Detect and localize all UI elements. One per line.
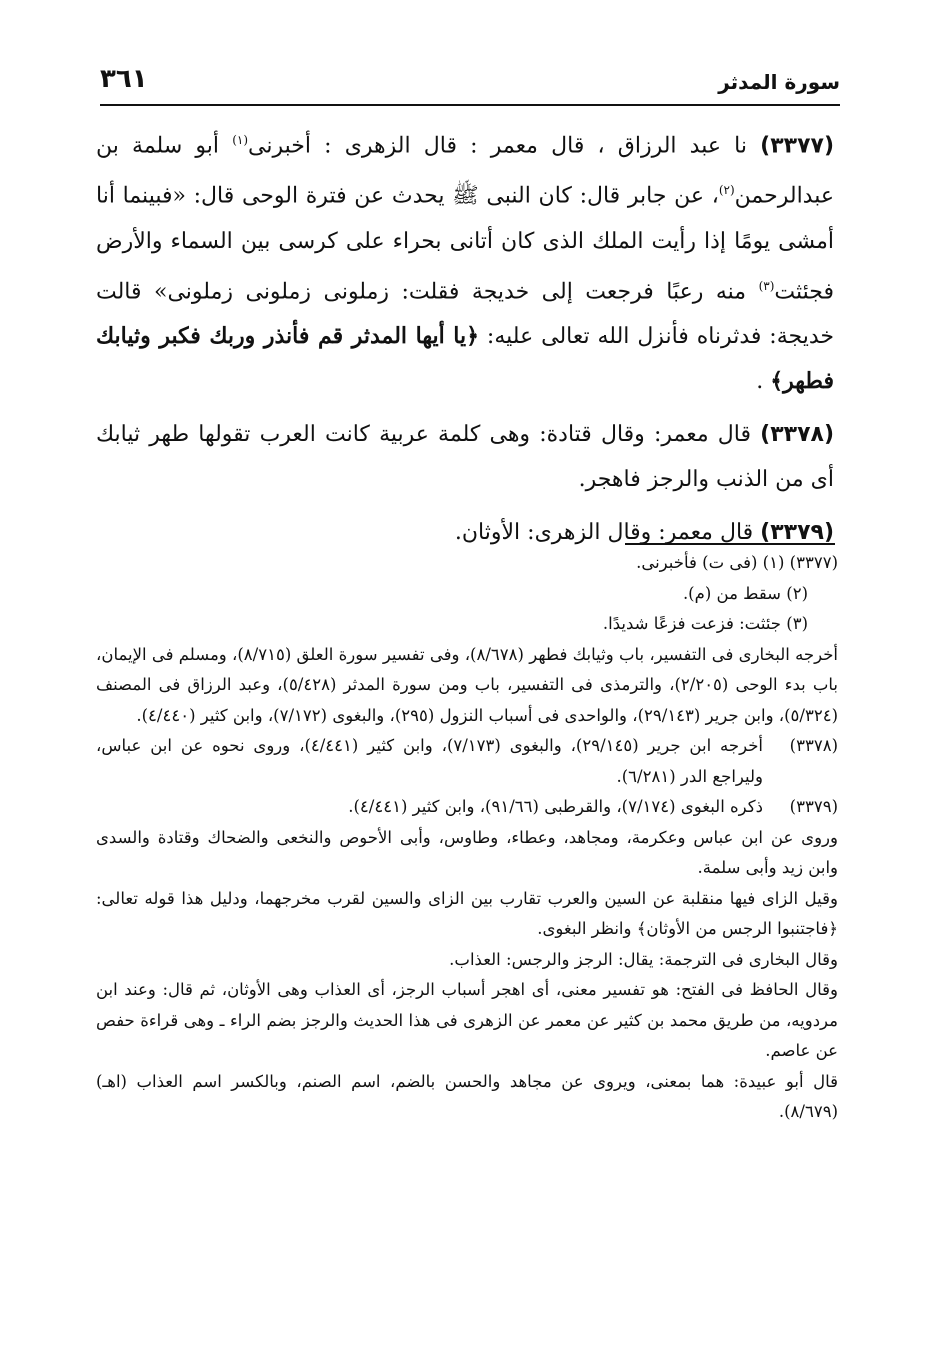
hadith-text: . xyxy=(756,368,771,394)
hadith-text: ، عن جابر قال: كان النبى ﷺ يحدث عن فترة الوحى قال: «فبينما أنا أمشى يومًا إذا رأيت الملك الذى كان أتانى بحراء على كرسى بين السماء والأرض فجئثت xyxy=(96,183,834,304)
sura-title: سورة المدثر xyxy=(718,70,840,94)
hadith-number: (٣٣٧٨) xyxy=(760,421,834,447)
note-text: ذكره البغوى (٧/١٧٤)، والقرطبى (٩١/٦٦)، وابن كثير (٤/٤٤١). xyxy=(348,797,763,816)
quran-verse: ﴿فاجتنبوا الرجس من الأوثان﴾ xyxy=(636,919,838,938)
note-text: أخرجه ابن جرير (٢٩/١٤٥)، والبغوى (٧/١٧٣)، وابن كثير (٤/٤٤١)، وروى نحوه عن ابن عباس، وليراجع الدر (٦/٢٨١). xyxy=(96,736,763,786)
takhrij-3379 xyxy=(96,792,838,823)
main-text xyxy=(96,118,834,563)
footnote-marker: (٣) xyxy=(758,278,775,293)
note-paragraph xyxy=(96,884,838,945)
hadith-text: نا عبد الرزاق ، قال معمر : قال الزهرى : أخبرنى xyxy=(248,133,761,159)
note-paragraph: وقال الحافظ فى الفتح: هو تفسير معنى، أى اهجر أسباب الرجز، أى العذاب وهى الأوثان، ثم قال: وعند ابن مردويه، من طريق محمد بن كثير عن معمر عن الزهرى فى هذا الحديث والرجز بضم الراء ـ وهى قراءة حفص عن عاصم. xyxy=(96,980,838,1060)
hadith-text: أبو سلمة بن عبدالرحمن xyxy=(96,133,834,209)
takhrij-3378 xyxy=(96,731,838,792)
hadith-number: (٣٣٧٩) xyxy=(760,519,834,545)
note-paragraph: وروى عن ابن عباس وعكرمة، ومجاهد، وعطاء، وطاوس، وأبى الأحوص والنخعى والضحاك وقتادة والسدى وابن زيد وأبى سلمة. xyxy=(96,827,838,877)
page-number: ٣٦١ xyxy=(100,64,148,94)
hadith-3377 xyxy=(96,118,834,404)
quran-verse: ﴿يا أيها المدثر قم فأنذر وربك فكبر وثيابك فطهر﴾ xyxy=(96,322,834,394)
footnote-separator xyxy=(625,543,835,545)
takhrij-3377: أخرجه البخارى فى التفسير، باب وثيابك فطهر (٨/٦٧٨)، وفى تفسير سورة العلق (٨/٧١٥)، ومسلم فى الإيمان، باب بدء الوحى (٢/٢٠٥)، والترمذى فى التفسير، باب ومن سورة المدثر (٥/٤٢٨)، وعبد الرزاق فى المصنف (٥/٣٢٤)، وابن جرير (٢٩/١٤٣)، والواحدى فى أسباب النزول (٢٩٥)، والبغوى (٧/١٧٢)، وابن كثير (٤/٤٤٠). xyxy=(96,644,839,725)
footnote-marker: (٢) xyxy=(718,183,735,198)
hadith-3378 xyxy=(96,412,834,502)
hadith-text: قال معمر: وقال الزهرى: الأوثان. xyxy=(454,519,761,545)
note-paragraph: وقال البخارى فى الترجمة: يقال: الرجز والرجس: العذاب. xyxy=(449,949,838,969)
footnote-3: (٣) جئثت: فزعت فزعًا شديدًا. xyxy=(602,614,808,633)
hadith-text: منه رعبًا فرجعت إلى خديجة فقلت: زملونى زملونى زملونى» قالت خديجة: فدثرناه فأنزل الله تعالى عليه: xyxy=(96,278,834,349)
footnote-3377-1: (٣٣٧٧) (١) (فى ت) فأخبرنى. xyxy=(636,553,838,572)
hadith-text: قال معمر: وقال قتادة: وهى كلمة عربية كانت العرب تقولها طهر ثيابك أى من الذنب والرجز فاهجر. xyxy=(96,421,834,492)
note-text: وقيل الزاى فيها منقلبة عن السين والعرب تقارب بين الزاى والسين لقرب مخرجهما، ودليل هذا قوله تعالى: xyxy=(96,888,838,908)
note-number: (٣٣٧٨) xyxy=(789,736,838,755)
footnotes xyxy=(96,548,838,1128)
footnote-2: (٢) سقط من (م). xyxy=(682,583,808,603)
note-text: وانظر البغوى. xyxy=(537,919,637,938)
note-paragraph: قال أبو عبيدة: هما بمعنى، ويروى عن مجاهد والحسن بالضم، اسم الصنم، وبالكسر اسم العذاب (اهـ) (٨/٦٧٩). xyxy=(96,1071,838,1121)
hadith-number: (٣٣٧٧) xyxy=(760,133,834,159)
page-header xyxy=(100,58,840,106)
note-number: (٣٣٧٩) xyxy=(789,797,838,816)
footnote-marker: (١) xyxy=(232,133,249,147)
